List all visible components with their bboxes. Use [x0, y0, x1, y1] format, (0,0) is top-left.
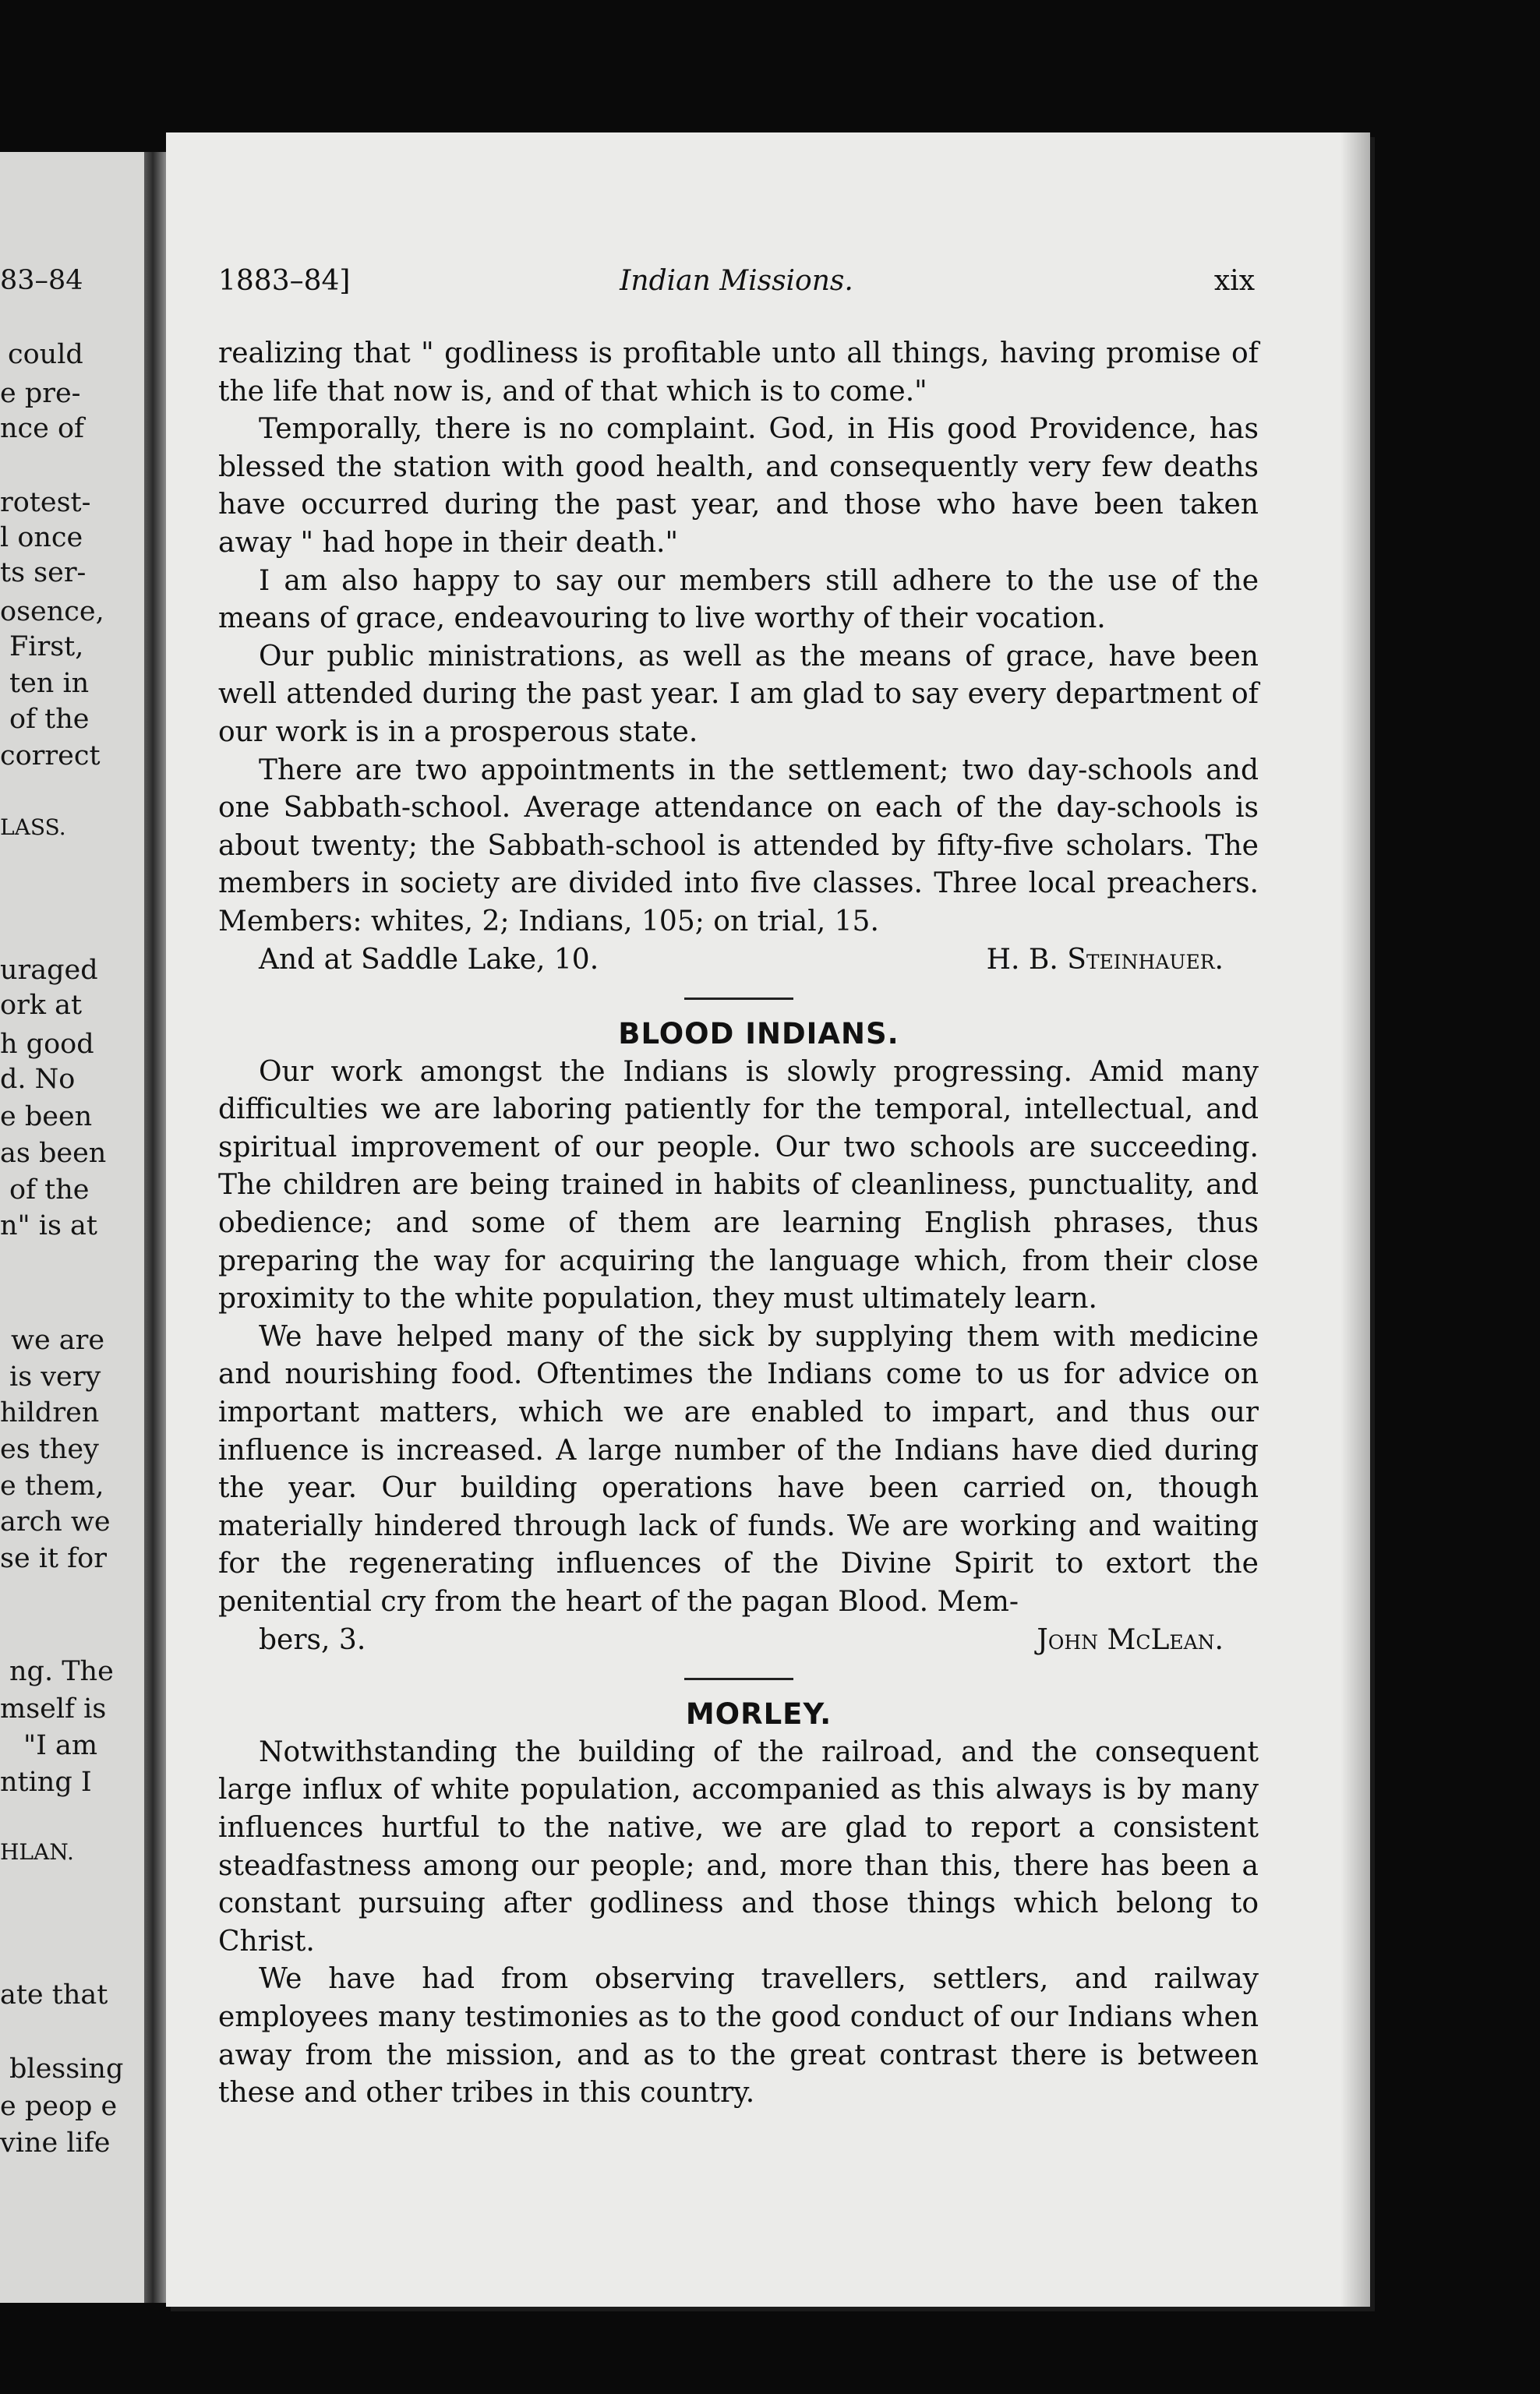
facing-page-text: e pre-: [0, 378, 81, 409]
facing-page-text: LASS.: [0, 814, 66, 840]
facing-page-text: es they: [0, 1434, 99, 1465]
facing-page-text: is very: [9, 1361, 101, 1393]
facing-page-text: e been: [0, 1101, 93, 1132]
paragraph-end: And at Saddle Lake, 10.: [259, 943, 599, 976]
facing-page-text: 83–84: [0, 265, 83, 296]
paragraph: I am also happy to say our members still adhere to the use of the means of grace, endeavouring to live worthy of their vocation.: [218, 564, 1259, 635]
section-title: BLOOD INDIANS.: [618, 1017, 899, 1051]
facing-page-text: arch we: [0, 1506, 111, 1538]
facing-page-text: mself is: [0, 1693, 107, 1725]
facing-page-text: of the: [9, 1174, 90, 1206]
facing-page-text: HLAN.: [0, 1839, 74, 1865]
facing-page-text: n" is at: [0, 1210, 97, 1241]
facing-page-text: d. No: [0, 1064, 76, 1095]
signature-line: [218, 1622, 1259, 1660]
facing-page-text: ten in: [9, 668, 90, 699]
facing-page-text: of the: [9, 704, 90, 735]
paragraph: Our public ministrations, as well as the means of grace, have been well attended during the past year. I am glad to say every department of our work is in a prosperous state.: [218, 640, 1259, 748]
paragraph: Our work amongst the Indians is slowly progressing. Amid many difficulties we are laboring patiently for the temporal, intellectual, and spiritual improvement of our people. Our two schools are succeeding. The children are being trained in habits of cleanliness, punctuality, and obedience; and some of them are learning English phrases, thus preparing the way for acquiring the language which, from their close proximity to the white population, they must ultimately learn.: [218, 1055, 1259, 1315]
facing-page-text: uraged: [0, 955, 98, 986]
section-divider: [684, 1678, 793, 1680]
facing-page-text: First,: [9, 631, 84, 662]
facing-page-text: as been: [0, 1138, 107, 1169]
signature-line: [218, 941, 1259, 980]
facing-page-text: we are: [11, 1325, 105, 1356]
facing-page-text: "I am: [23, 1730, 98, 1761]
running-header: [218, 265, 1255, 312]
facing-page-text: l once: [0, 522, 83, 553]
signature: John McLean.: [1037, 1623, 1224, 1656]
facing-page-text: correct: [0, 740, 101, 772]
facing-page-text: osence,: [0, 596, 104, 627]
facing-page-text: nting I: [0, 1767, 92, 1798]
page-number: xix: [1213, 265, 1255, 297]
paragraph: realizing that " godliness is profitable unto all things, having promise of the life that now is, and of that which is to come.": [218, 337, 1259, 408]
book-gutter: [144, 152, 166, 2303]
facing-page-text: hildren: [0, 1397, 100, 1428]
paragraph: Temporally, there is no complaint. God, in His good Providence, has blessed the station with good health, and consequently very few deaths have occurred during the past year, and those who have been taken away " had hope in their death.": [218, 413, 1259, 559]
facing-page-text: rotest-: [0, 487, 91, 518]
paragraph: Notwithstanding the building of the railroad, and the consequent large influx of white population, accompanied as this always is by many influences hurtful to the native, we are glad to report a consistent steadfastness among our people; and, more than this, there has been a constant pursuing after godliness and those things which belong to Christ.: [218, 1735, 1259, 1958]
facing-page-text: vine life: [0, 2127, 111, 2159]
facing-page-text: blessing: [9, 2053, 124, 2085]
facing-page-text: nce of: [0, 413, 85, 444]
facing-page-text: h good: [0, 1029, 94, 1060]
paragraph: We have had from observing travellers, settlers, and railway employees many testimonies as to the good conduct of our Indians when away from the mission, and as to the great contrast there is between these and other tribes in this country.: [218, 1963, 1259, 2110]
section-title: MORLEY.: [685, 1697, 832, 1732]
facing-page-fragment: [0, 152, 144, 2303]
facing-page-text: e them,: [0, 1471, 104, 1502]
facing-page-text: se it for: [0, 1543, 107, 1574]
page-body: [218, 335, 1259, 2113]
paragraph: We have helped many of the sick by supplying them with medicine and nourishing food. Oftentimes the Indians come to us for advice on important matters, which we are enabled to impart, and thus our influence is increased. A large number of the Indians have died during the year. Our building operations have been carried on, though materially hindered through lack of funds. We are working and waiting for the regenerating influences of the Divine Spirit to extort the penitential cry from the heart of the pagan Blood. Mem-: [218, 1320, 1259, 1618]
facing-page-text: ate that: [0, 1979, 108, 2011]
signature: H. B. Steinhauer.: [986, 943, 1224, 976]
facing-page-text: e peop e: [0, 2091, 118, 2122]
page-edge-shadow: [1340, 132, 1370, 2307]
facing-page-text: ork at: [0, 990, 83, 1021]
facing-page-text: could: [8, 339, 83, 370]
section-divider: [684, 998, 793, 1000]
header-title: Indian Missions.: [620, 265, 853, 297]
paragraph: There are two appointments in the settlement; two day-schools and one Sabbath-school. Average attendance on each of the day-schools is about twenty; the Sabbath-school is attended by fifty-five scholars. The members in society are divided into five classes. Three local preachers. Members: whites, 2; Indians, 105; on trial, 15.: [218, 754, 1259, 937]
paragraph-end: bers, 3.: [259, 1623, 366, 1656]
facing-page-text: ng. The: [9, 1656, 114, 1687]
header-year: 1883–84]: [218, 265, 351, 297]
facing-page-text: ts ser-: [0, 557, 87, 588]
